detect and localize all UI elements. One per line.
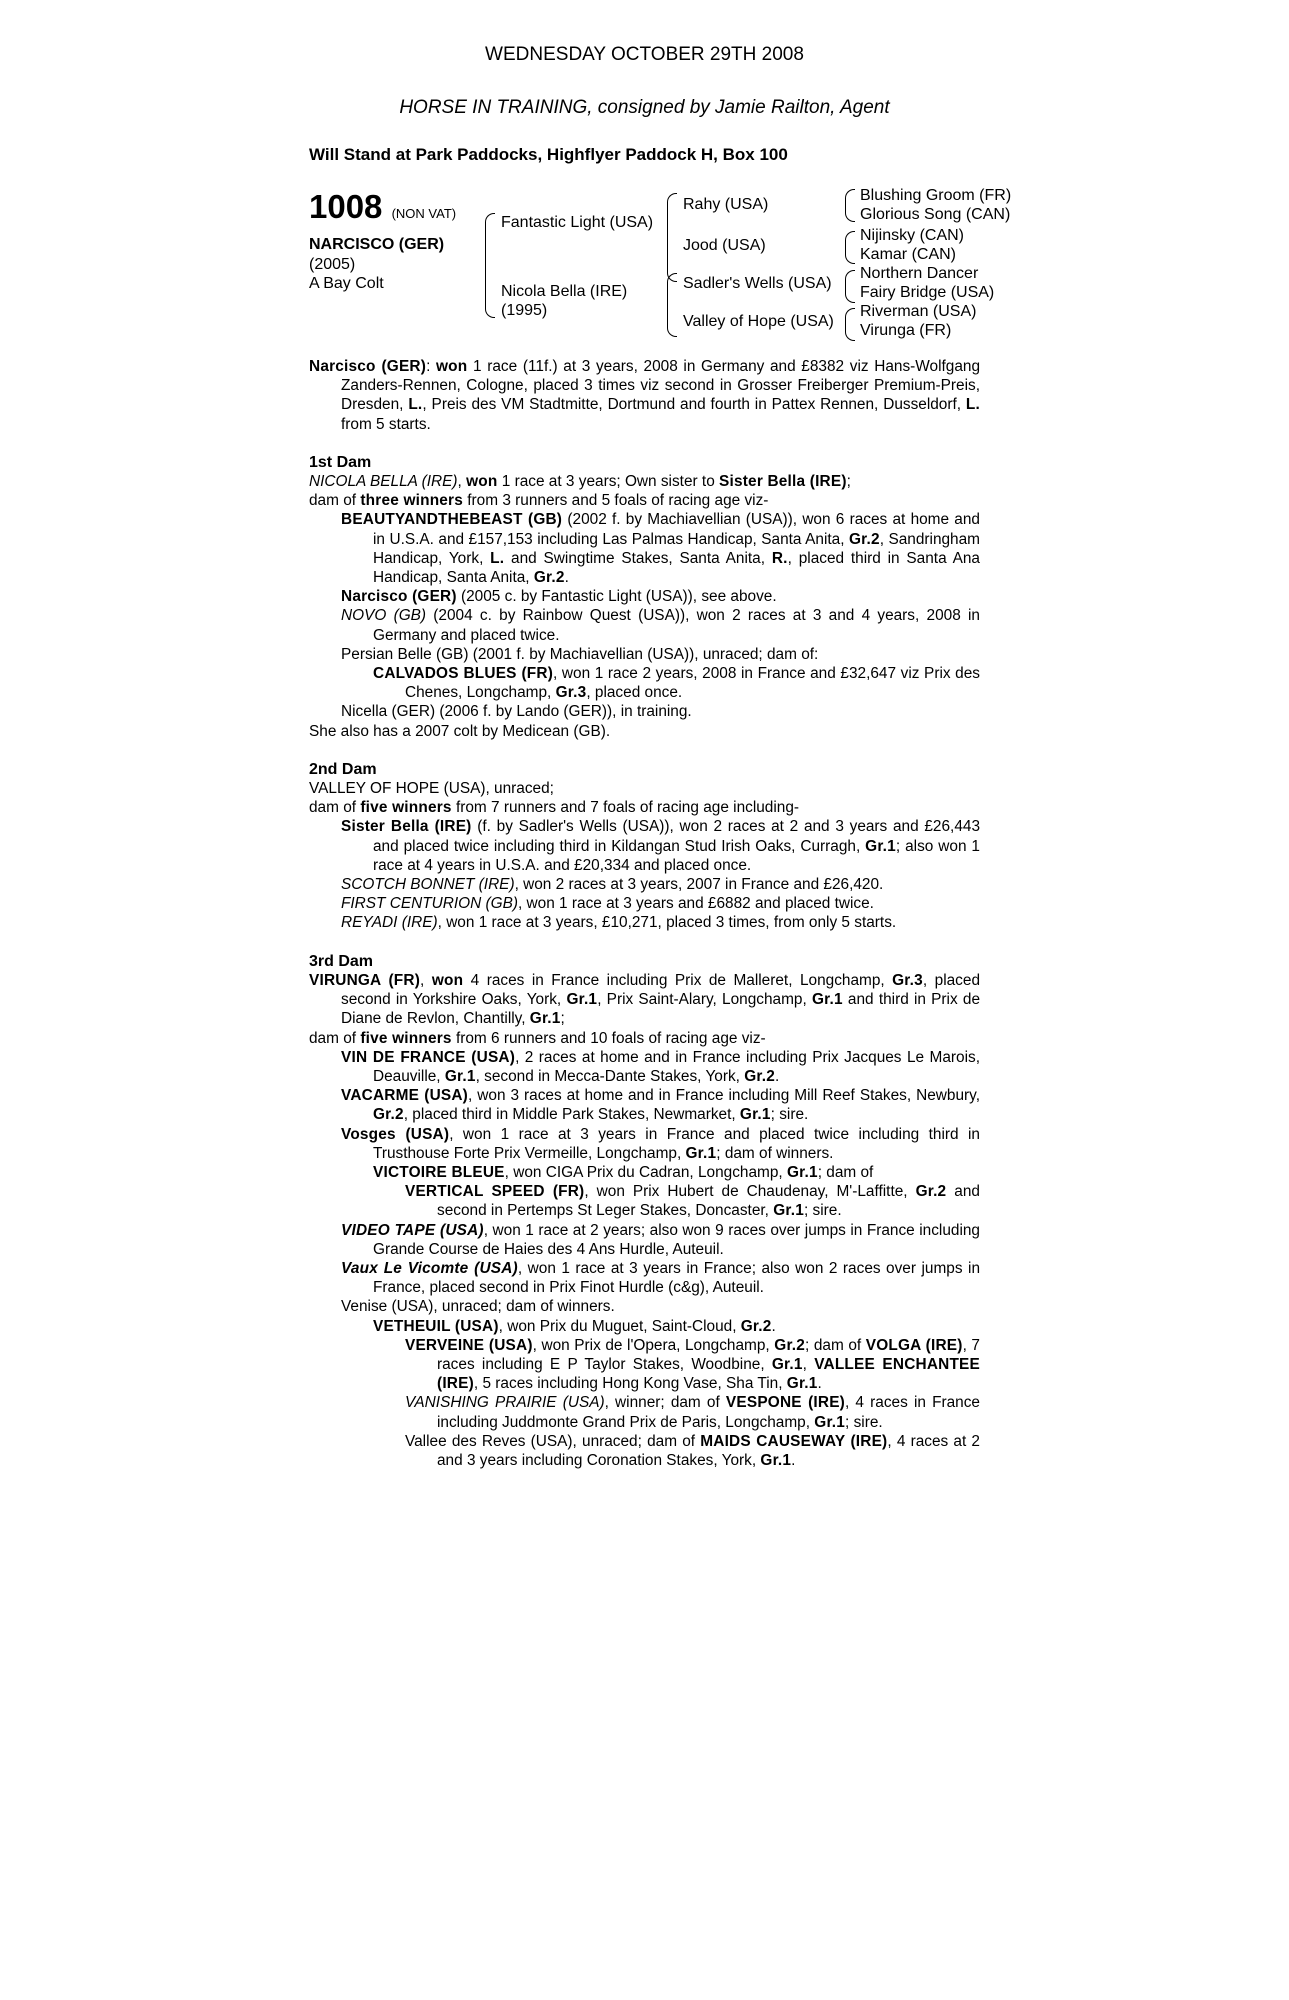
produce-note: She also has a 2007 colt by Medicean (GB). [309, 722, 611, 740]
horse-description: A Bay Colt [309, 275, 384, 292]
produce-entry: BEAUTYANDTHEBEAST (GB) (2002 f. by Machiavellian (USA)), won 6 races at home and in U.S.A. and £157,153 including Las Palmas Handicap, Santa Anita, Gr.2, Sandringham Handicap, York, L. and Swingtime Stakes, Santa Anita, R., placed third in Santa Ana Handicap, Santa Anita, Gr.2. [341, 511, 980, 587]
ggp-5: Northern Dancer [860, 265, 979, 282]
lot-number: 1008 [309, 188, 383, 225]
pedigree-brace [845, 308, 855, 341]
dam: Nicola Bella (IRE) [501, 283, 628, 300]
sire-dam: Jood (USA) [683, 237, 766, 254]
produce-entry: Vosges (USA), won 1 race at 3 years in France and placed twice including third in Trusthouse Forte Prix Vermeille, Longchamp, Gr.1; dam of winners. [341, 1125, 980, 1162]
third-dam-heading: 3rd Dam [309, 952, 374, 970]
produce-entry: VICTOIRE BLEUE, won CIGA Prix du Cadran, Longchamp, Gr.1; dam of [373, 1163, 874, 1181]
ggp-6: Fairy Bridge (USA) [860, 284, 995, 301]
produce-entry: Venise (USA), unraced; dam of winners. [341, 1298, 615, 1316]
ggp-7: Riverman (USA) [860, 303, 977, 320]
second-dam-heading: 2nd Dam [309, 760, 377, 778]
dam-sire: Sadler's Wells (USA) [683, 275, 832, 292]
produce-entry: Narcisco (GER) (2005 c. by Fantastic Light (USA)), see above. [341, 588, 777, 606]
race-record: Narcisco (GER): won 1 race (11f.) at 3 years, 2008 in Germany and £8382 viz Hans-Wolfgang Zanders-Rennen, Cologne, placed 3 times viz second in Grosser Freiberger Premium-Preis, Dresden, L., Preis des VM Stadtmitte, Dortmund and fourth in Pattex Rennen, Dusseldorf, L. from 5 starts. [309, 358, 981, 433]
ggp-8: Virunga (FR) [860, 322, 952, 339]
second-dam-produce-summary: dam of five winners from 7 runners and 7 foals of racing age including- [309, 799, 800, 817]
horse-year: (2005) [309, 256, 356, 273]
consignment-line: HORSE IN TRAINING, consigned by Jamie Railton, Agent [399, 97, 890, 118]
produce-entry: VANISHING PRAIRIE (USA), winner; dam of VESPONE (IRE), 4 races in France including Juddmonte Grand Prix de Paris, Longchamp, Gr.1; sire. [405, 1394, 980, 1431]
pedigree-brace [845, 231, 855, 264]
dam-dam: Valley of Hope (USA) [683, 313, 834, 330]
dam-year: (1995) [501, 302, 548, 319]
ggp-2: Glorious Song (CAN) [860, 206, 1011, 223]
produce-entry: NOVO (GB) (2004 c. by Rainbow Quest (USA)), won 2 races at 3 and 4 years, 2008 in Germany and placed twice. [341, 607, 980, 644]
third-dam-line: VIRUNGA (FR), won 4 races in France including Prix de Malleret, Longchamp, Gr.3, placed second in Yorkshire Oaks, York, Gr.1, Prix Saint-Alary, Longchamp, Gr.1 and third in Prix de Diane de Revlon, Chantilly, Gr.1; [309, 971, 981, 1028]
sire: Fantastic Light (USA) [501, 214, 654, 231]
pedigree-brace [845, 189, 855, 222]
produce-entry: VETHEUIL (USA), won Prix du Muguet, Saint-Cloud, Gr.2. [373, 1317, 776, 1335]
produce-entry: VIDEO TAPE (USA), won 1 race at 2 years; also won 9 races over jumps in France including Grande Course de Haies des 4 Ans Hurdle, Auteuil. [341, 1221, 980, 1258]
first-dam-produce-summary: dam of three winners from 3 runners and 5 foals of racing age viz- [309, 492, 769, 510]
produce-entry: REYADI (IRE), won 1 race at 3 years, £10,271, placed 3 times, from only 5 starts. [341, 914, 897, 932]
pedigree-brace [485, 213, 495, 318]
produce-entry: Nicella (GER) (2006 f. by Lando (GER)), in training. [341, 703, 692, 721]
produce-entry: Vallee des Reves (USA), unraced; dam of MAIDS CAUSEWAY (IRE), 4 races at 2 and 3 years including Coronation Stakes, York, Gr.1. [405, 1432, 980, 1469]
ggp-1: Blushing Groom (FR) [860, 187, 1012, 204]
sale-date: WEDNESDAY OCTOBER 29TH 2008 [485, 44, 804, 65]
produce-entry: VACARME (USA), won 3 races at home and in France including Mill Reef Stakes, Newbury, Gr.2, placed third in Middle Park Stakes, Newmarket, Gr.1; sire. [341, 1087, 980, 1124]
produce-entry: Sister Bella (IRE) (f. by Sadler's Wells (USA)), won 2 races at 2 and 3 years and £26,443 and placed twice including third in Kildangan Stud Irish Oaks, Curragh, Gr.1; also won 1 race at 4 years in U.S.A. and £20,334 and placed once. [341, 818, 981, 874]
first-dam-line: NICOLA BELLA (IRE), won 1 race at 3 years; Own sister to Sister Bella (IRE); [309, 473, 851, 491]
pedigree-brace [845, 270, 855, 303]
second-dam-line: VALLEY OF HOPE (USA), unraced; [309, 780, 554, 798]
lot-heading [309, 188, 456, 226]
produce-entry: Persian Belle (GB) (2001 f. by Machiavellian (USA)), unraced; dam of: [341, 645, 819, 663]
ggp-4: Kamar (CAN) [860, 246, 957, 263]
vat-status: (NON VAT) [391, 206, 457, 221]
produce-entry: VERTICAL SPEED (FR), won Prix Hubert de Chaudenay, M'-Laffitte, Gr.2 and second in Pertemps St Leger Stakes, Doncaster, Gr.1; sire. [405, 1183, 980, 1220]
produce-entry: SCOTCH BONNET (IRE), won 2 races at 3 years, 2007 in France and £26,420. [341, 876, 884, 894]
sire-sire: Rahy (USA) [683, 196, 769, 213]
third-dam-produce-summary: dam of five winners from 6 runners and 10 foals of racing age viz- [309, 1029, 766, 1047]
produce-entry: Vaux Le Vicomte (USA), won 1 race at 3 years in France; also won 2 races over jumps in France, placed second in Prix Finot Hurdle (c&g), Auteuil. [341, 1259, 980, 1297]
produce-entry: VIN DE FRANCE (USA), 2 races at home and in France including Prix Jacques Le Marois, Deauville, Gr.1, second in Mecca-Dante Stakes, York, Gr.2. [341, 1048, 980, 1085]
pedigree-brace [667, 193, 677, 282]
horse-name: NARCISCO (GER) [309, 236, 445, 253]
pedigree-brace [667, 273, 677, 337]
first-dam-heading: 1st Dam [309, 453, 372, 471]
ggp-3: Nijinsky (CAN) [860, 227, 964, 244]
produce-entry: CALVADOS BLUES (FR), won 1 race 2 years, 2008 in France and £32,647 viz Prix des Chenes, Longchamp, Gr.3, placed once. [373, 665, 980, 702]
produce-entry: FIRST CENTURION (GB), won 1 race at 3 years and £6882 and placed twice. [341, 895, 874, 913]
catalogue-body [309, 357, 980, 1470]
produce-entry: VERVEINE (USA), won Prix de l'Opera, Longchamp, Gr.2; dam of VOLGA (IRE), 7 races including E P Taylor Stakes, Woodbine, Gr.1, VALLEE ENCHANTEE (IRE), 5 races including Hong Kong Vase, Sha Tin, Gr.1. [405, 1336, 980, 1393]
stand-location: Will Stand at Park Paddocks, Highflyer Paddock H, Box 100 [309, 145, 788, 164]
